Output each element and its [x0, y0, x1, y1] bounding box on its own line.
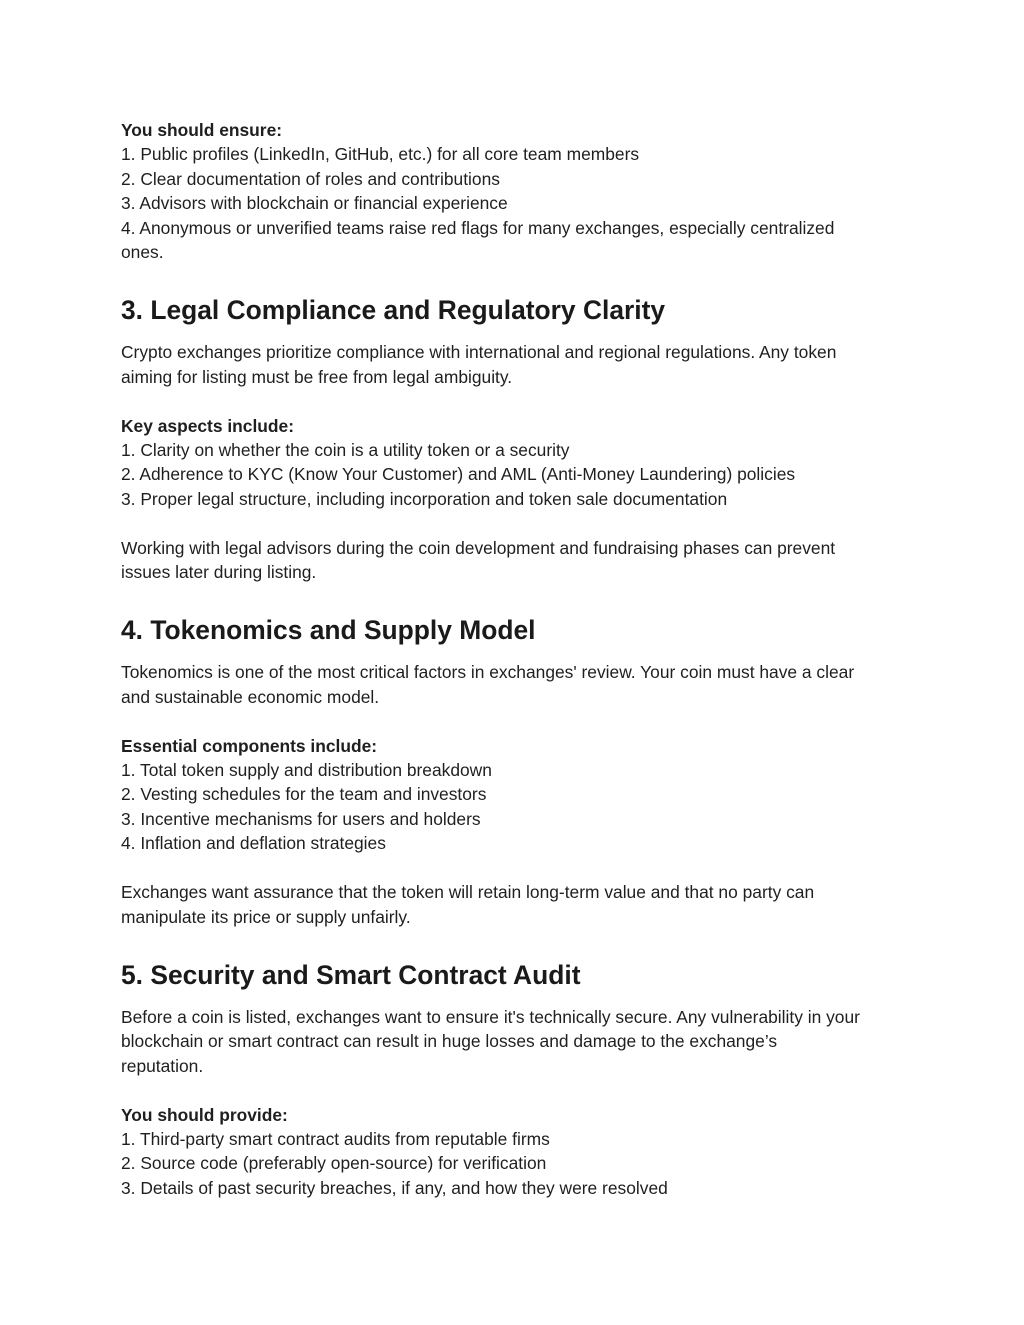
document-body — [121, 118, 911, 1200]
list-item: 1. Public profiles (LinkedIn, GitHub, etc.) for all core team members — [121, 144, 640, 165]
list-item: 1. Total token supply and distribution breakdown — [121, 760, 492, 781]
list-item: 2. Adherence to KYC (Know Your Customer) and AML (Anti-Money Laundering) policies — [121, 464, 796, 485]
list-heading: You should provide: — [121, 1104, 288, 1125]
list-item: 3. Advisors with blockchain or financial experience — [121, 193, 508, 214]
list-item: 1. Clarity on whether the coin is a utility token or a security — [121, 440, 570, 461]
paragraph-line: blockchain or smart contract can result in huge losses and damage to the exchange’s — [121, 1031, 778, 1052]
paragraph-line: reputation. — [121, 1055, 204, 1076]
list-item: 3. Incentive mechanisms for users and holders — [121, 808, 481, 829]
paragraph-line: Crypto exchanges prioritize compliance with international and regional regulations. Any token — [121, 342, 837, 363]
section-heading: 4. Tokenomics and Supply Model — [121, 615, 536, 646]
paragraph-line: Exchanges want assurance that the token will retain long-term value and that no party can — [121, 882, 815, 903]
paragraph-line: Tokenomics is one of the most critical factors in exchanges' review. Your coin must have a clear — [121, 662, 855, 683]
list-heading: You should ensure: — [121, 120, 283, 140]
list-item: 2. Clear documentation of roles and contributions — [121, 168, 500, 189]
list-item: 4. Inflation and deflation strategies — [121, 833, 386, 854]
section-heading: 5. Security and Smart Contract Audit — [121, 959, 581, 990]
paragraph-line: Before a coin is listed, exchanges want to ensure it's technically secure. Any vulnerability in your — [121, 1006, 860, 1027]
section-heading: 3. Legal Compliance and Regulatory Clarity — [121, 295, 666, 326]
paragraph-line: manipulate its price or supply unfairly. — [121, 906, 411, 927]
list-heading: Key aspects include: — [121, 415, 295, 436]
list-item: 2. Source code (preferably open-source) for verification — [121, 1153, 547, 1174]
paragraph-line: Working with legal advisors during the coin development and fundraising phases can prevent — [121, 537, 836, 558]
list-item-continuation: ones. — [121, 242, 164, 263]
paragraph-line: aiming for listing must be free from legal ambiguity. — [121, 366, 513, 387]
list-item: 3. Details of past security breaches, if any, and how they were resolved — [121, 1177, 668, 1198]
list-item: 2. Vesting schedules for the team and investors — [121, 784, 487, 805]
list-heading: Essential components include: — [121, 735, 378, 756]
paragraph-line: issues later during listing. — [121, 562, 317, 583]
list-item: 3. Proper legal structure, including incorporation and token sale documentation — [121, 488, 728, 509]
list-item: 4. Anonymous or unverified teams raise red flags for many exchanges, especially centralized — [121, 217, 835, 238]
paragraph-line: and sustainable economic model. — [121, 686, 380, 707]
list-item: 1. Third-party smart contract audits from reputable firms — [121, 1128, 550, 1149]
